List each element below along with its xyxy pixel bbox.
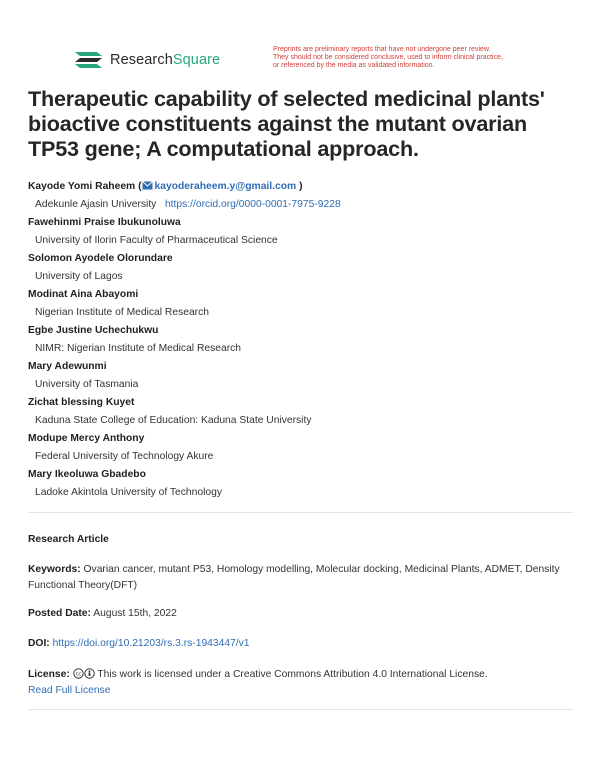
read-full-license-link[interactable]: Read Full License	[28, 685, 111, 696]
author-name: Zichat blessing Kuyet	[28, 397, 135, 408]
posted-date-value: August 15th, 2022	[93, 608, 177, 619]
author-affiliation: NIMR: Nigerian Institute of Medical Research	[35, 343, 242, 354]
author-email-link[interactable]	[142, 181, 297, 192]
brand-name-part1: Research	[110, 52, 173, 68]
author-name: Modinat Aina Abayomi	[28, 289, 139, 300]
author-entry	[28, 180, 578, 216]
notice-line: or referenced by the media as validated information.	[273, 62, 435, 69]
keywords-label: Keywords:	[28, 564, 81, 575]
brand-name-part2: Square	[172, 52, 221, 68]
author-affiliation	[28, 198, 578, 216]
author-name	[28, 180, 578, 198]
orcid-link[interactable]: https://orcid.org/0000-0001-7975-9228	[164, 199, 341, 210]
divider	[28, 709, 573, 710]
notice-line: They should not be considered conclusive, used to inform clinical practice,	[273, 54, 503, 61]
author-name: Mary Adewunmi	[28, 361, 107, 372]
article-type-text: Research Article	[28, 534, 109, 545]
keywords-text: Ovarian cancer, mutant P53, Homology modelling, Molecular docking, Medicinal Plants, ADMET, Density Functional Theory(DFT)	[28, 564, 560, 591]
research-square-logo[interactable]	[73, 48, 220, 72]
author-name-text: Kayode Yomi Raheem	[28, 181, 136, 192]
doi	[28, 636, 573, 652]
license	[28, 667, 573, 699]
research-square-logo-icon	[73, 48, 103, 72]
posted-date	[28, 606, 573, 622]
author-name: Egbe Justine Uchechukwu	[28, 325, 159, 336]
envelope-icon	[142, 181, 153, 190]
header	[70, 44, 550, 78]
notice-line: Preprints are preliminary reports that have not undergone peer review.	[273, 46, 491, 53]
author-affiliation: Kaduna State College of Education: Kaduna State University	[35, 415, 312, 426]
brand-name	[110, 52, 220, 68]
paper-title: Therapeutic capability of selected medicinal plants' bioactive constituents against the mutant ovarian TP53 gene; A computational approach.	[28, 86, 545, 161]
creative-commons-icon	[73, 668, 95, 679]
author-affiliation: University of Tasmania	[35, 379, 139, 390]
author-entry	[28, 252, 578, 288]
affiliation-text: Adekunle Ajasin University	[35, 199, 157, 210]
email-wrapper: ( kayoderaheem.y@gmail.com )	[138, 181, 303, 192]
license-text: This work is licensed under a Creative Commons Attribution 4.0 International License.	[97, 669, 488, 680]
author-entry	[28, 288, 578, 324]
doi-label: DOI:	[28, 638, 50, 649]
author-name: Fawehinmi Praise Ibukunoluwa	[28, 217, 181, 228]
license-label: License:	[28, 669, 70, 680]
author-affiliation: Ladoke Akintola University of Technology	[35, 487, 222, 498]
author-affiliation: University of Lagos	[35, 271, 123, 282]
author-affiliation: Nigerian Institute of Medical Research	[35, 307, 209, 318]
author-affiliation: Federal University of Technology Akure	[35, 451, 214, 462]
preprint-notice	[273, 46, 553, 70]
author-entry	[28, 396, 578, 432]
author-name: Mary Ikeoluwa Gbadebo	[28, 469, 146, 480]
author-name: Solomon Ayodele Olorundare	[28, 253, 173, 264]
posted-date-label: Posted Date:	[28, 608, 91, 619]
svg-text:cc: cc	[75, 671, 82, 678]
author-list	[28, 180, 578, 504]
article-type	[28, 532, 573, 548]
doi-link[interactable]: https://doi.org/10.21203/rs.3.rs-1943447/v1	[52, 638, 250, 649]
keywords	[28, 562, 573, 594]
author-entry	[28, 360, 578, 396]
divider	[28, 512, 573, 513]
author-entry	[28, 432, 578, 468]
author-entry	[28, 324, 578, 360]
author-entry	[28, 468, 578, 504]
author-entry	[28, 216, 578, 252]
author-name: Modupe Mercy Anthony	[28, 433, 145, 444]
author-affiliation: University of Ilorin Faculty of Pharmaceutical Science	[35, 235, 278, 246]
author-email-text: kayoderaheem.y@gmail.com	[154, 181, 297, 192]
